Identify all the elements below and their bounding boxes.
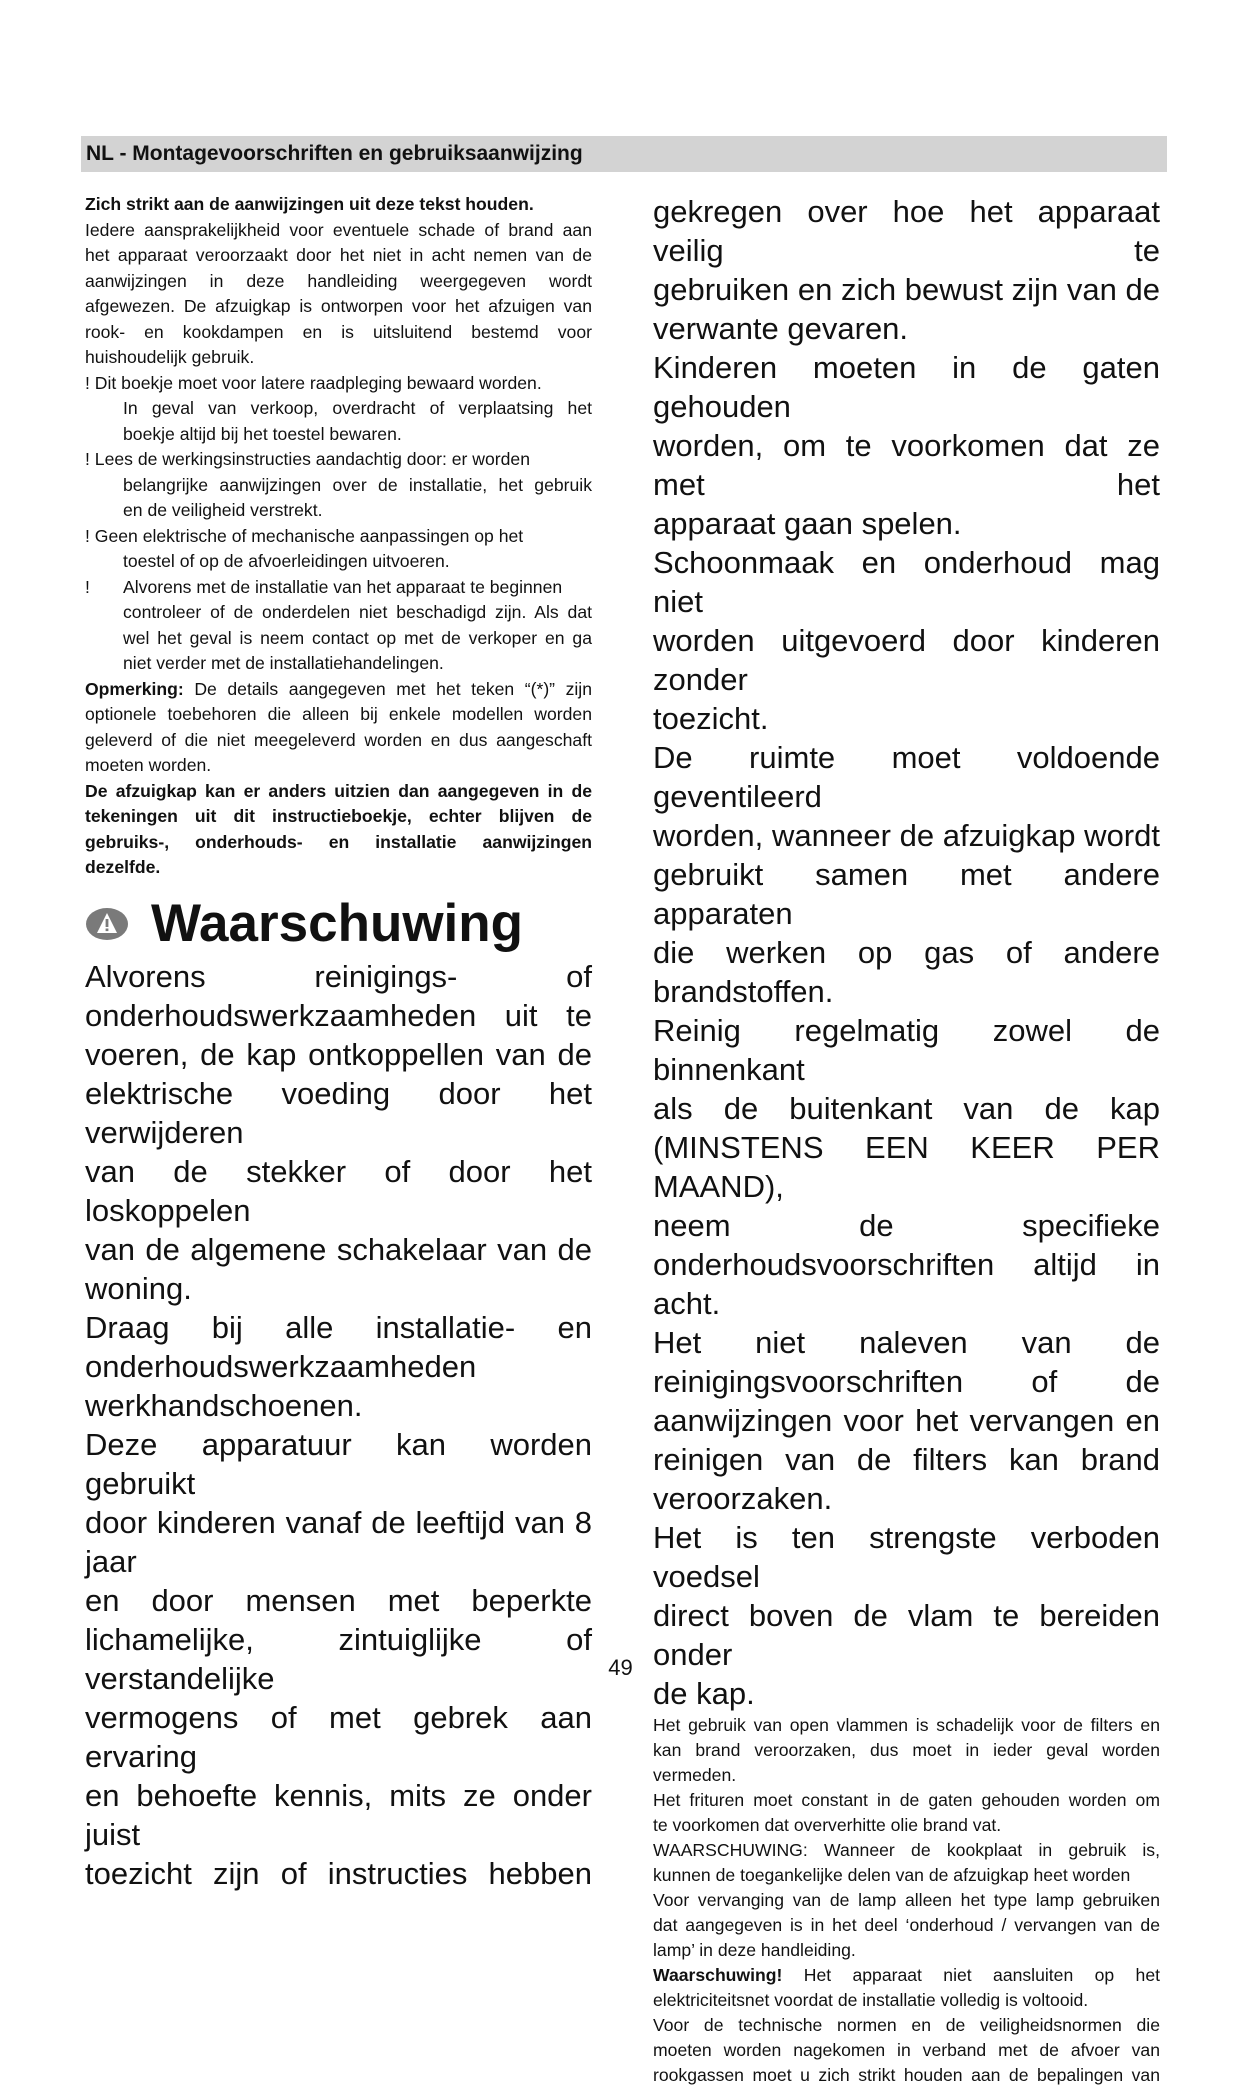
page-number: 49: [608, 1655, 633, 1680]
text-line: te voorkomen dat oververhitte olie brand vat.: [653, 1815, 1002, 1835]
note-first-line: [85, 677, 592, 703]
bold-note-line: De afzuigkap kan er anders uitzien dan aangegeven in de: [85, 780, 592, 801]
bullet-cont: belangrijke aanwijzingen over de installatie, het gebruik: [123, 474, 592, 495]
intro-line: het apparaat veroorzaakt door het niet in acht nemen van de: [85, 245, 592, 265]
text-line: Kinderen moeten in de gaten gehouden: [653, 350, 1160, 424]
notes-body: [653, 1713, 1160, 2088]
bullet-text: Dit boekje moet voor latere raadpleging bewaard worden.: [94, 372, 542, 393]
bullet-item: [85, 575, 592, 601]
text-line: voeren, de kap ontkoppellen van de: [85, 1036, 592, 1072]
bullet-cont: en de veiligheid verstrekt.: [123, 500, 323, 520]
text-line: worden uitgevoerd door kinderen zonder: [653, 623, 1160, 697]
text-line: aanwijzingen voor het vervangen en: [653, 1403, 1160, 1438]
text-line: en behoefte kennis, mits ze onder juist: [85, 1777, 592, 1852]
text-line: De ruimte moet voldoende geventileerd: [653, 740, 1160, 814]
intro-line: Iedere aansprakelijkheid voor eventuele schade of brand aan: [85, 219, 592, 240]
text-line: worden, wanneer de afzuigkap wordt: [653, 818, 1160, 853]
text-line: Het gebruik van open vlammen is schadelijk voor de filters en: [653, 1715, 1160, 1735]
text-line: Voor de technische normen en de veiligheidsnormen die: [653, 2015, 1160, 2035]
text-line: onderhoudswerkzaamheden uit te: [85, 997, 592, 1033]
intro-line: huishoudelijk gebruik.: [85, 347, 255, 367]
text-line: reinigingsvoorschriften of de: [653, 1364, 1160, 1399]
note-line: moeten worden.: [85, 755, 212, 775]
bullet-text: Geen elektrische of mechanische aanpassingen op het: [94, 525, 524, 546]
text-line: kunnen de toegankelijke delen van de afzuigkap heet worden: [653, 1865, 1131, 1885]
text-line: Reinig regelmatig zowel de binnenkant: [653, 1013, 1160, 1087]
text-line: werkhandschoenen.: [85, 1387, 363, 1423]
text-line: van de stekker of door het loskoppelen: [85, 1153, 592, 1228]
text-line: als de buitenkant van de kap: [653, 1091, 1160, 1126]
text-line: de kap.: [653, 1676, 755, 1711]
bullet-mark: !: [85, 449, 90, 469]
bullet-item: [85, 447, 592, 473]
bullet-mark: !: [85, 525, 90, 546]
intro-line: aanwijzingen in deze handleiding weergegeven wordt: [85, 270, 592, 291]
text-line: rookgassen moet u zich strikt houden aan de bepalingen van: [653, 2065, 1160, 2085]
warning-title: Waarschuwing: [151, 893, 524, 953]
bullet-cont: toestel of op de afvoerleidingen uitvoeren.: [123, 551, 450, 571]
warning-heading: [85, 893, 592, 955]
text-line: en door mensen met beperkte: [85, 1582, 592, 1618]
text-line: elektrische voeding door het verwijderen: [85, 1075, 592, 1150]
warning-line: [653, 1963, 1160, 1988]
bold-note-line: tekeningen uit dit instructieboekje, echter blijven de: [85, 806, 592, 826]
text-line: van de algemene schakelaar van de: [85, 1231, 592, 1267]
text-line: elektriciteitsnet voordat de installatie volledig is voltooid.: [653, 1990, 1089, 2010]
warning-body: [85, 957, 592, 1893]
text-line: reinigen van de filters kan brand: [653, 1442, 1160, 1477]
text-line: WAARSCHUWING: Wanneer de kookplaat in gebruik is,: [653, 1840, 1160, 1860]
text-line: toezicht zijn of instructies hebben: [85, 1855, 592, 1891]
text-line: lichamelijke, zintuiglijke of verstandelijke: [85, 1621, 592, 1696]
left-column: [85, 192, 592, 1893]
intro-line: afgewezen. De afzuigkap is ontworpen voor het afzuigen van: [85, 296, 592, 316]
text-line: vermogens of met gebrek aan ervaring: [85, 1699, 592, 1774]
text-line: onderhoudswerkzaamheden: [85, 1348, 477, 1384]
text-line: dat aangegeven is in het deel ‘onderhoud / vervangen van de: [653, 1915, 1160, 1935]
warning-label: Waarschuwing!: [653, 1965, 783, 1985]
bullet-text: Lees de werkingsinstructies aandachtig door: er worden: [94, 449, 530, 469]
bullet-item: [85, 371, 592, 397]
right-column: [653, 192, 1160, 2088]
text-line: gebruiken en zich bewust zijn van de: [653, 272, 1160, 307]
text-line: moeten worden nagekomen in verband met de afvoer van: [653, 2040, 1160, 2060]
text-line: Het frituren moet constant in de gaten gehouden worden om: [653, 1790, 1160, 1810]
bold-note-line: gebruiks-, onderhouds- en installatie aanwijzingen: [85, 831, 592, 852]
text-line: Schoonmaak en onderhoud mag niet: [653, 545, 1160, 619]
text-line: Draag bij alle installatie- en: [85, 1309, 592, 1345]
text-line: veroorzaken.: [653, 1481, 833, 1516]
text-line: verwante gevaren.: [653, 311, 909, 346]
text-line: woning.: [85, 1270, 192, 1306]
text-line: Het is ten strengste verboden voedsel: [653, 1520, 1160, 1594]
bold-note-line: dezelfde.: [85, 857, 161, 877]
note-label: Opmerking:: [85, 678, 184, 699]
bullet-cont: In geval van verkoop, overdracht of verplaatsing het: [123, 398, 592, 418]
section-header: NL - Montagevoorschriften en gebruiksaanwijzing: [81, 136, 1167, 172]
note-line: optionele toebehoren die alleen bij enkele modellen worden: [85, 704, 592, 724]
text-line: vermeden.: [653, 1765, 737, 1785]
warning-text: Het apparaat niet aansluiten op het: [803, 1965, 1160, 1985]
intro-bold: Zich strikt aan de aanwijzingen uit deze tekst houden.: [85, 194, 534, 214]
text-line: gekregen over hoe het apparaat veilig te: [653, 194, 1160, 268]
safety-body: [653, 192, 1160, 1713]
bullet-mark: !: [85, 372, 90, 393]
bullet-cont: wel het geval is neem contact op met de verkoper en ga: [123, 627, 592, 648]
warning-triangle-icon: [85, 907, 129, 941]
note-line: geleverd of die niet meegeleverd worden en dus aangeschaft: [85, 729, 592, 750]
text-line: (MINSTENS EEN KEER PER MAAND),: [653, 1130, 1160, 1204]
text-line: kan brand veroorzaken, dus moet in ieder geval worden: [653, 1740, 1160, 1760]
text-line: brandstoffen.: [653, 974, 834, 1009]
bullet-mark: !: [85, 576, 90, 597]
bullet-cont: controleer of de onderdelen niet beschadigd zijn. Als dat: [123, 602, 592, 622]
bullet-item: [85, 524, 592, 550]
text-line: lamp’ in deze handleiding.: [653, 1940, 856, 1960]
text-line: apparaat gaan spelen.: [653, 506, 962, 541]
text-line: onderhoudsvoorschriften altijd in acht.: [653, 1247, 1160, 1321]
text-line: Voor vervanging van de lamp alleen het type lamp gebruiken: [653, 1890, 1160, 1910]
text-line: worden, om te voorkomen dat ze met het: [653, 428, 1160, 502]
text-line: toezicht.: [653, 701, 769, 736]
text-line: Deze apparatuur kan worden gebruikt: [85, 1426, 592, 1501]
text-line: Alvorens reinigings- of: [85, 958, 592, 994]
note-text: De details aangegeven met het teken “(*)” zijn: [194, 678, 593, 699]
text-line: neem de specifieke: [653, 1208, 1160, 1243]
text-line: direct boven de vlam te bereiden onder: [653, 1598, 1160, 1672]
text-line: Het niet naleven van de: [653, 1325, 1160, 1360]
text-line: die werken op gas of andere: [653, 935, 1160, 970]
bullet-cont: boekje altijd bij het toestel bewaren.: [123, 423, 402, 444]
text-line: gebruikt samen met andere apparaten: [653, 857, 1160, 931]
intro-line: rook- en kookdampen en is uitsluitend bestemd voor: [85, 321, 592, 342]
text-line: door kinderen vanaf de leeftijd van 8 jaar: [85, 1504, 592, 1579]
bullet-text: Alvorens met de installatie van het apparaat te beginnen: [123, 576, 563, 597]
bullet-cont: niet verder met de installatiehandelingen.: [123, 653, 444, 673]
